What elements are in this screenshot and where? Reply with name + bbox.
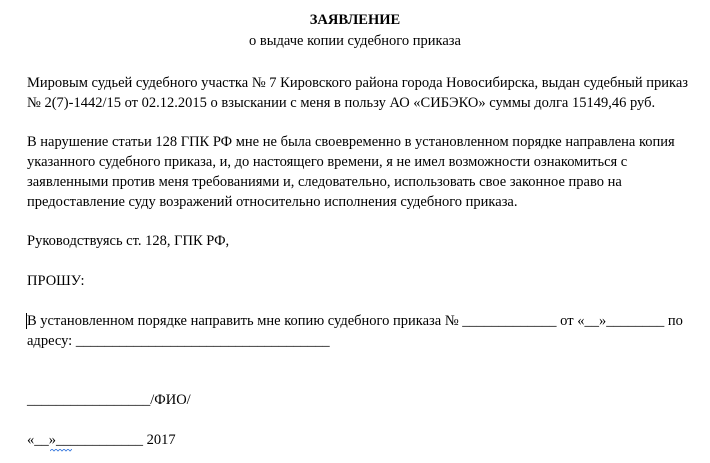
paragraph2-line2: указанного судебного приказа, и, до настоящего времени, я не имел возможности ознакомиться с (27, 154, 628, 170)
paragraph2-line3: заявленными против меня требованиями и, следовательно, использовать свое законное право на (27, 174, 622, 190)
request-heading: ПРОШУ: (27, 273, 85, 289)
guided-by-line: Руководствуясь ст. 128, ГПК РФ, (27, 233, 230, 249)
date-line[interactable]: «__»____________ 2017 (27, 432, 176, 448)
document-title: ЗАЯВЛЕНИЕ (309, 12, 401, 28)
request-line2[interactable]: адресу: ___________________________________ (27, 333, 330, 349)
paragraph1-line2: № 2(7)-1442/15 от 02.12.2015 о взыскании с меня в пользу АО «СИБЭКО» суммы долга 15149,46 руб. (27, 95, 656, 111)
paragraph2-line1: В нарушение статьи 128 ГПК РФ мне не была своевременно в установленном порядке направлена копия (27, 134, 675, 150)
paragraph2-line4: предоставление суду возражений относительно исполнения судебного приказа. (27, 194, 518, 210)
request-line1[interactable]: В установленном порядке направить мне копию судебного приказа № _____________ от «__»________ по (27, 313, 683, 329)
spellcheck-squiggle (50, 449, 72, 452)
paragraph1-line1: Мировым судьей судебного участка № 7 Кировского района города Новосибирска, выдан судебный приказ (27, 75, 688, 91)
document-subtitle: о выдаче копии судебного приказа (249, 33, 461, 49)
signature-line[interactable]: _________________/ФИО/ (27, 392, 191, 408)
